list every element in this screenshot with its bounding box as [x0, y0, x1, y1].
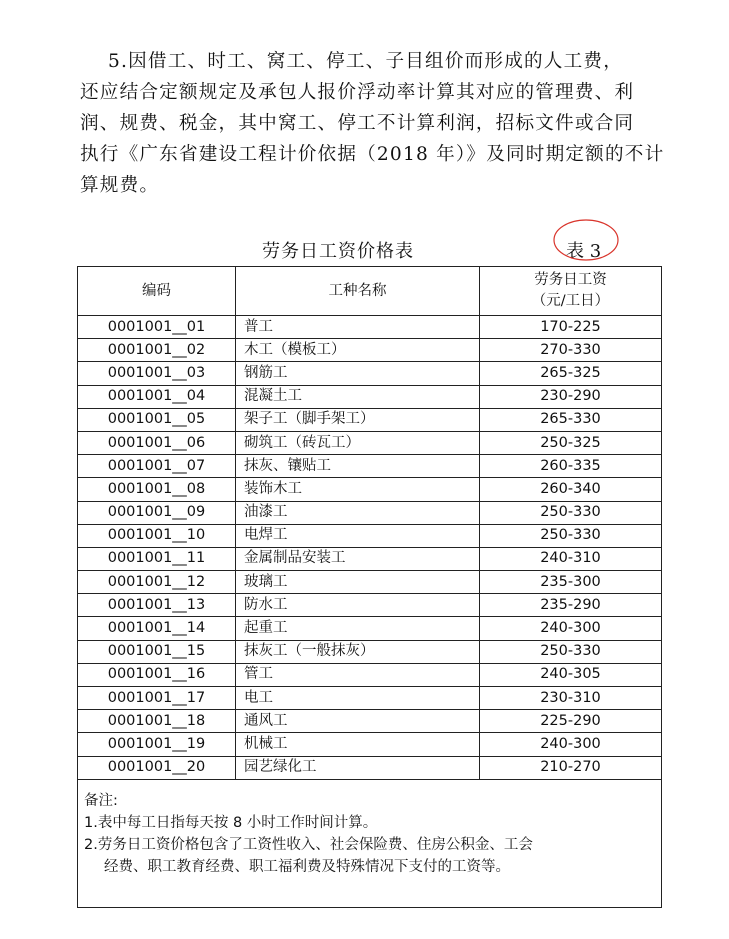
row-code: 0001001__09 [78, 501, 236, 524]
row-code: 0001001__19 [78, 733, 236, 756]
row-wage: 260-335 [480, 455, 662, 478]
table-row [78, 617, 662, 640]
table-row [78, 339, 662, 362]
row-code: 0001001__01 [78, 316, 236, 339]
row-code: 0001001__18 [78, 710, 236, 733]
table-header-row [78, 267, 662, 316]
row-code: 0001001__02 [78, 339, 236, 362]
table-row [78, 663, 662, 686]
row-wage: 250-330 [480, 640, 662, 663]
table-row [78, 408, 662, 431]
header-code: 编码 [78, 267, 236, 316]
table-row [78, 455, 662, 478]
table-row [78, 756, 662, 779]
note-1: 1.表中每工日指每天按 8 小时工作时间计算。 [84, 814, 378, 831]
row-code: 0001001__15 [78, 640, 236, 663]
table-row [78, 524, 662, 547]
row-name: 普工 [236, 316, 480, 339]
row-wage: 230-290 [480, 385, 662, 408]
row-name: 通风工 [236, 710, 480, 733]
row-code: 0001001__05 [78, 408, 236, 431]
row-name: 电工 [236, 687, 480, 710]
row-code: 0001001__11 [78, 547, 236, 570]
paragraph-line: 算规费。 [80, 175, 160, 196]
table-row [78, 316, 662, 339]
row-code: 0001001__20 [78, 756, 236, 779]
table-row [78, 571, 662, 594]
row-name: 砌筑工（砖瓦工） [236, 431, 480, 454]
row-code: 0001001__10 [78, 524, 236, 547]
row-name: 机械工 [236, 733, 480, 756]
row-name: 电焊工 [236, 524, 480, 547]
row-name: 抹灰工（一般抹灰） [236, 640, 480, 663]
table-row [78, 710, 662, 733]
row-code: 0001001__03 [78, 362, 236, 385]
paragraph-line: 还应结合定额规定及承包人报价浮动率计算其对应的管理费、利 [80, 82, 635, 103]
header-wage [480, 267, 662, 316]
row-wage: 230-310 [480, 687, 662, 710]
red-circle-annotation-icon [552, 218, 620, 262]
row-name: 木工（模板工） [236, 339, 480, 362]
table-row [78, 431, 662, 454]
row-code: 0001001__06 [78, 431, 236, 454]
paragraph-line: 执行《广东省建设工程计价依据（2018 年）》及同时期定额的不计 [80, 144, 665, 165]
row-name: 起重工 [236, 617, 480, 640]
row-wage: 265-330 [480, 408, 662, 431]
row-wage: 240-310 [480, 547, 662, 570]
row-wage: 270-330 [480, 339, 662, 362]
row-wage: 240-300 [480, 733, 662, 756]
notes-label: 备注: [84, 792, 118, 809]
annotation-ellipse [554, 220, 618, 260]
table-row [78, 733, 662, 756]
note-2-line1: 2.劳务日工资价格包含了工资性收入、社会保险费、住房公积金、工会 [84, 836, 533, 853]
note-2-line2: 经费、职工教育经费、职工福利费及特殊情况下支付的工资等。 [104, 858, 510, 875]
row-wage: 170-225 [480, 316, 662, 339]
row-code: 0001001__17 [78, 687, 236, 710]
row-code: 0001001__08 [78, 478, 236, 501]
table-row [78, 687, 662, 710]
row-code: 0001001__16 [78, 663, 236, 686]
row-wage: 250-325 [480, 431, 662, 454]
row-name: 架子工（脚手架工） [236, 408, 480, 431]
row-wage: 225-290 [480, 710, 662, 733]
row-wage: 210-270 [480, 756, 662, 779]
paragraph-line: 5.因借工、时工、窝工、停工、子目组价而形成的人工费， [108, 51, 623, 72]
row-wage: 265-325 [480, 362, 662, 385]
table-row [78, 362, 662, 385]
row-code: 0001001__04 [78, 385, 236, 408]
row-name: 钢筋工 [236, 362, 480, 385]
table-row [78, 594, 662, 617]
row-wage: 240-305 [480, 663, 662, 686]
row-name: 混凝土工 [236, 385, 480, 408]
table-row [78, 501, 662, 524]
table-row [78, 478, 662, 501]
row-name: 防水工 [236, 594, 480, 617]
row-name: 油漆工 [236, 501, 480, 524]
table-title: 劳务日工资价格表 [262, 241, 414, 262]
row-wage: 235-300 [480, 571, 662, 594]
row-wage: 235-290 [480, 594, 662, 617]
row-wage: 250-330 [480, 501, 662, 524]
table-row [78, 385, 662, 408]
row-name: 金属制品安装工 [236, 547, 480, 570]
row-wage: 240-300 [480, 617, 662, 640]
wage-table [77, 266, 662, 908]
row-wage: 260-340 [480, 478, 662, 501]
row-code: 0001001__12 [78, 571, 236, 594]
notes-row [78, 779, 662, 907]
row-name: 园艺绿化工 [236, 756, 480, 779]
row-wage: 250-330 [480, 524, 662, 547]
table-number: 表 3 [566, 241, 602, 262]
paragraph-line: 润、规费、税金，其中窝工、停工不计算利润，招标文件或合同 [80, 113, 635, 134]
header-wage-line2: （元/工日） [531, 293, 610, 309]
body-paragraph [80, 46, 680, 201]
row-code: 0001001__14 [78, 617, 236, 640]
row-code: 0001001__07 [78, 455, 236, 478]
notes-cell [78, 779, 662, 907]
row-code: 0001001__13 [78, 594, 236, 617]
row-name: 玻璃工 [236, 571, 480, 594]
header-wage-line1: 劳务日工资 [534, 272, 607, 288]
row-name: 抹灰、镶贴工 [236, 455, 480, 478]
table-row [78, 547, 662, 570]
row-name: 管工 [236, 663, 480, 686]
row-name: 装饰木工 [236, 478, 480, 501]
table-row [78, 640, 662, 663]
header-name: 工种名称 [236, 267, 480, 316]
